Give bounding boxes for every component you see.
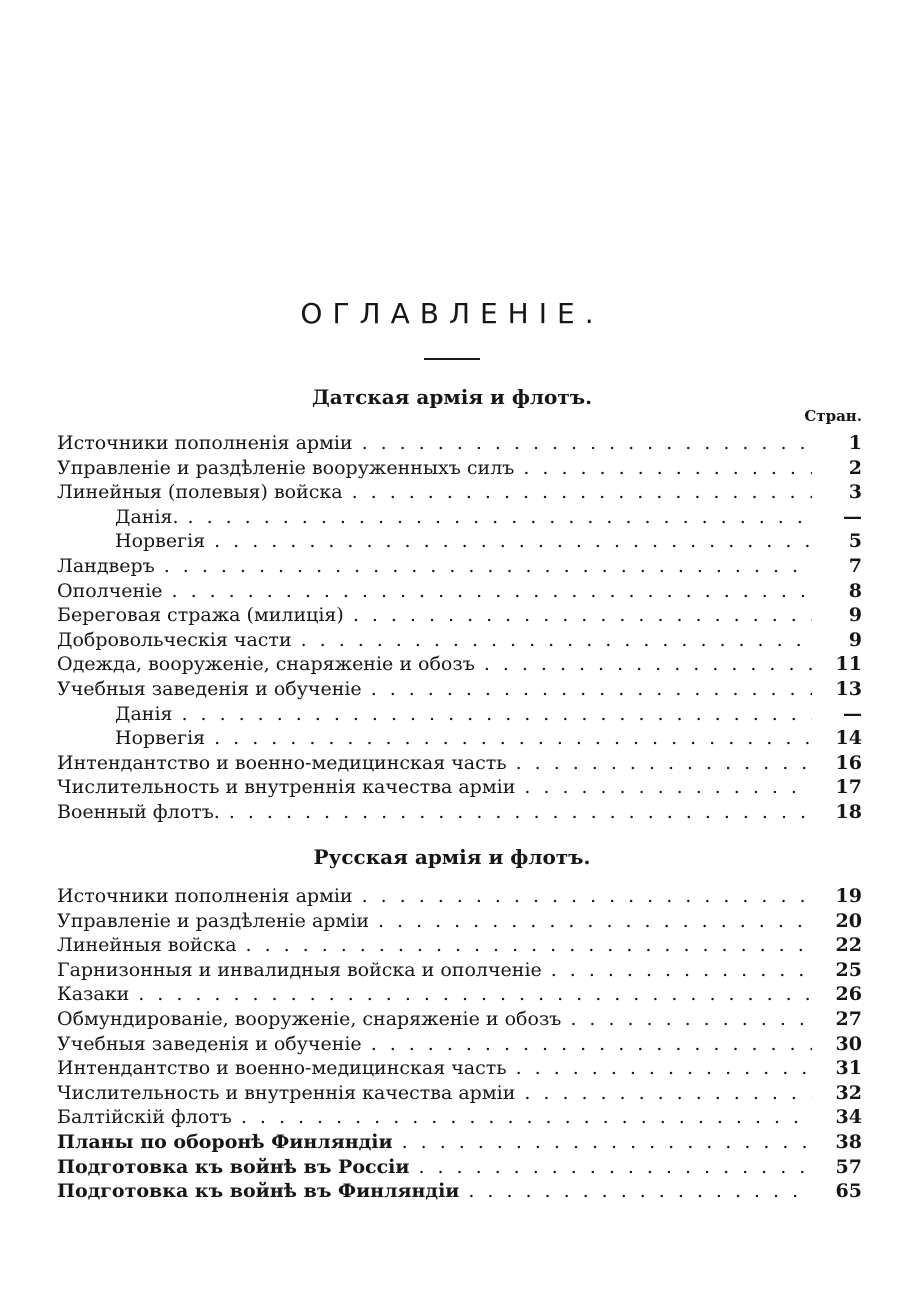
toc-row (57, 1105, 862, 1130)
dot-leader (214, 726, 812, 751)
dot-leader (378, 909, 812, 934)
dot-leader (362, 884, 812, 909)
toc-row (57, 677, 862, 702)
dot-leader (524, 1081, 812, 1106)
toc-entry-title: Управленіе и раздѣленіе арміи (57, 909, 369, 932)
toc-entry-title: Подготовка къ войнѣ въ Финляндіи (57, 1180, 460, 1203)
page-number: 17 (835, 776, 862, 799)
toc-row (57, 431, 862, 456)
page-number: — (843, 505, 862, 528)
dot-leader (402, 1130, 812, 1155)
toc-entry-title: Линейныя (полевыя) войска (57, 481, 343, 504)
toc-row (57, 775, 862, 800)
toc-row (57, 1081, 862, 1106)
toc-entry-title: Данія (115, 702, 173, 725)
toc-entry-title: Источники пополненія арміи (57, 432, 353, 454)
toc-row (57, 1179, 862, 1204)
toc-row (57, 1032, 862, 1057)
page-number: 7 (848, 554, 862, 577)
dot-leader (246, 933, 812, 958)
toc-entry-title: Ландверъ (57, 554, 155, 577)
page-number: 32 (835, 1081, 862, 1104)
toc-row (57, 603, 862, 628)
section-heading-danish-army: Датская армія и флотъ. (311, 385, 593, 409)
page-number: 11 (835, 653, 862, 676)
page-number: 27 (835, 1007, 862, 1030)
toc-entry-title: Одежда, вооруженіе, снаряженіе и обозъ (57, 653, 475, 676)
dot-leader (418, 1155, 812, 1180)
page-title: ОГЛАВЛЕНІЕ. (300, 297, 604, 330)
page-number: 1 (848, 432, 862, 454)
page-number: 19 (835, 885, 862, 907)
toc-entry-title: Источники пополненія арміи (57, 885, 353, 907)
dot-leader (138, 982, 812, 1007)
toc-entry-title: Числительность и внутреннія качества арміи (57, 1081, 516, 1104)
toc-entry-title: Учебныя заведенія и обученіе (57, 1032, 362, 1055)
dot-leader (353, 603, 812, 628)
dot-leader (551, 958, 812, 983)
dot-leader (172, 579, 812, 604)
dot-leader (516, 751, 812, 776)
section-heading-russian-army: Русская армія и флотъ. (313, 845, 591, 869)
page-number: 20 (835, 909, 862, 932)
dot-leader (362, 431, 812, 456)
toc-row (57, 529, 862, 554)
page-number: 25 (835, 958, 862, 981)
page-number: 14 (835, 727, 862, 750)
toc-entry-title: Береговая стража (милиція) (57, 604, 344, 627)
toc-row (57, 456, 862, 481)
toc-entry-title: Планы по оборонѣ Финляндіи (57, 1130, 393, 1153)
toc-entry-title: Ополченіе (57, 579, 163, 602)
toc-row (57, 909, 862, 934)
toc-entry-title: Управленіе и раздѣленіе вооруженныхъ силъ (57, 456, 515, 479)
toc-row (57, 480, 862, 505)
page-number: — (843, 702, 862, 725)
page-number: 57 (835, 1155, 862, 1178)
page-number: 31 (835, 1057, 862, 1080)
page-number: 13 (835, 677, 862, 700)
page-number: 30 (835, 1032, 862, 1055)
toc-row (57, 884, 862, 909)
page-number: 8 (848, 579, 862, 602)
page-number: 9 (848, 628, 862, 651)
toc-entry-title: Учебныя заведенія и обученіе (57, 677, 362, 700)
toc-row (57, 628, 862, 653)
page-number: 65 (835, 1180, 862, 1203)
dot-leader (352, 480, 812, 505)
page-number: 16 (835, 751, 862, 774)
toc-row (57, 579, 862, 604)
toc-row (57, 1130, 862, 1155)
dot-leader (524, 775, 812, 800)
toc-row (57, 702, 862, 727)
page-column-header: Стран. (804, 407, 862, 425)
toc-entry-title: Интендантство и военно-медицинская часть (57, 751, 507, 774)
page-number: 18 (835, 800, 862, 823)
toc-entry-title: Обмундированіе, вооруженіе, снаряженіе и обозъ (57, 1007, 562, 1030)
toc-entry-title: Норвегія (115, 727, 206, 750)
dot-leader (371, 677, 812, 702)
page-number: 2 (848, 456, 862, 479)
dot-leader (164, 554, 812, 579)
toc-entry-title: Числительность и внутреннія качества арміи (57, 776, 516, 799)
page-number: 9 (848, 604, 862, 627)
dot-leader (484, 652, 812, 677)
dot-leader (523, 456, 812, 481)
dot-leader (214, 529, 812, 554)
toc-entry-title: Военный флотъ. (57, 800, 220, 823)
page-number: 5 (848, 530, 862, 553)
toc-row (57, 751, 862, 776)
title-divider-rule (424, 358, 480, 360)
toc-entry-title: Казаки (57, 983, 130, 1006)
toc-row (57, 652, 862, 677)
toc-row (57, 726, 862, 751)
toc-entry-title: Данія. (115, 505, 179, 528)
toc-entry-title: Балтійскій флотъ (57, 1106, 232, 1129)
toc-section-russian-rows (57, 884, 862, 1204)
toc-row (57, 554, 862, 579)
toc-entry-title: Норвегія (115, 530, 206, 553)
dot-leader (371, 1032, 812, 1057)
toc-row (57, 505, 862, 530)
toc-entry-title: Интендантство и военно-медицинская часть (57, 1057, 507, 1080)
toc-row (57, 800, 862, 825)
page-number: 26 (835, 983, 862, 1006)
toc-row (57, 1056, 862, 1081)
dot-leader (516, 1056, 812, 1081)
toc-section-danish-rows (57, 431, 862, 825)
dot-leader (241, 1105, 812, 1130)
dot-leader (182, 702, 812, 727)
dot-leader (468, 1179, 812, 1204)
dot-leader (570, 1007, 812, 1032)
page-number: 22 (835, 934, 862, 957)
page-number: 3 (848, 481, 862, 504)
toc-row (57, 933, 862, 958)
dot-leader (188, 505, 812, 530)
toc-row (57, 1155, 862, 1180)
toc-entry-title: Добровольческія части (57, 628, 292, 651)
dot-leader (301, 628, 812, 653)
page-number: 38 (835, 1130, 862, 1153)
toc-entry-title: Линейныя войска (57, 934, 237, 957)
page-number: 34 (835, 1106, 862, 1129)
toc-row (57, 982, 862, 1007)
toc-row (57, 1007, 862, 1032)
dot-leader (229, 800, 812, 825)
toc-row (57, 958, 862, 983)
toc-entry-title: Подготовка къ войнѣ въ Россіи (57, 1155, 410, 1178)
toc-entry-title: Гарнизонныя и инвалидныя войска и ополченіе (57, 958, 542, 981)
